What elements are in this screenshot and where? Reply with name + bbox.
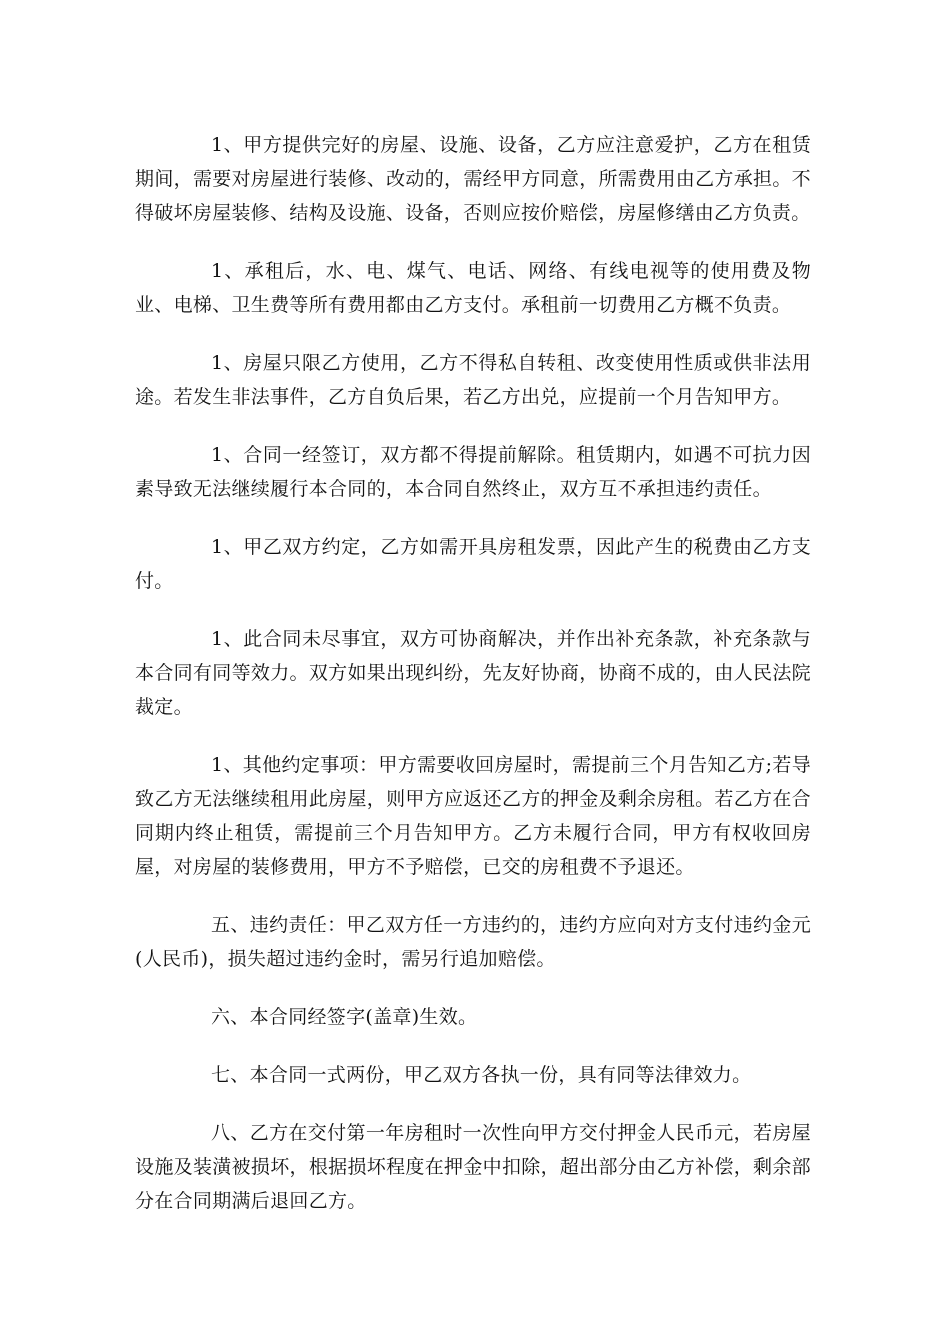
clause-breach-liability: 五、违约责任：甲乙双方任一方违约的，违约方应向对方支付违约金元(人民币)，损失超过违约金时，需另行追加赔偿。 [135, 914, 811, 970]
clause-invoice-tax: 1、甲乙双方约定，乙方如需开具房租发票，因此产生的税费由乙方支付。 [135, 536, 811, 592]
clause-other-agreements: 1、其他约定事项：甲方需要收回房屋时，需提前三个月告知乙方;若导致乙方无法继续租用此房屋，则甲方应返还乙方的押金及剩余房租。若乙方在合同期内终止租赁，需提前三个月告知甲方。乙方未履行合同，甲方有权收回房屋，对房屋的装修费用，甲方不予赔偿，已交的房租费不予退还。 [135, 754, 811, 878]
clause-utility-fees: 1、承租后，水、电、煤气、电话、网络、有线电视等的使用费及物业、电梯、卫生费等所有费用都由乙方支付。承租前一切费用乙方概不负责。 [135, 260, 811, 316]
clause-facilities-maintenance: 1、甲方提供完好的房屋、设施、设备，乙方应注意爱护，乙方在租赁期间，需要对房屋进行装修、改动的，需经甲方同意，所需费用由乙方承担。不得破坏房屋装修、结构及设施、设备，否则应按价赔偿，房屋修缮由乙方负责。 [135, 134, 811, 224]
clause-termination: 1、合同一经签订，双方都不得提前解除。租赁期内，如遇不可抗力因素导致无法继续履行本合同的，本合同自然终止，双方互不承担违约责任。 [135, 444, 811, 500]
clause-supplementary-terms: 1、此合同未尽事宜，双方可协商解决，并作出补充条款，补充条款与本合同有同等效力。双方如果出现纠纷，先友好协商，协商不成的，由人民法院裁定。 [135, 628, 811, 718]
document-body [135, 128, 811, 1242]
clause-effectiveness: 六、本合同经签字(盖章)生效。 [211, 1006, 478, 1028]
clause-copies: 七、本合同一式两份，甲乙双方各执一份，具有同等法律效力。 [211, 1064, 752, 1086]
clause-deposit: 八、乙方在交付第一年房租时一次性向甲方交付押金人民币元，若房屋设施及装潢被损坏，根据损坏程度在押金中扣除，超出部分由乙方补偿，剩余部分在合同期满后退回乙方。 [135, 1122, 811, 1212]
clause-usage-restriction: 1、房屋只限乙方使用，乙方不得私自转租、改变使用性质或供非法用途。若发生非法事件，乙方自负后果，若乙方出兑，应提前一个月告知甲方。 [135, 352, 811, 408]
